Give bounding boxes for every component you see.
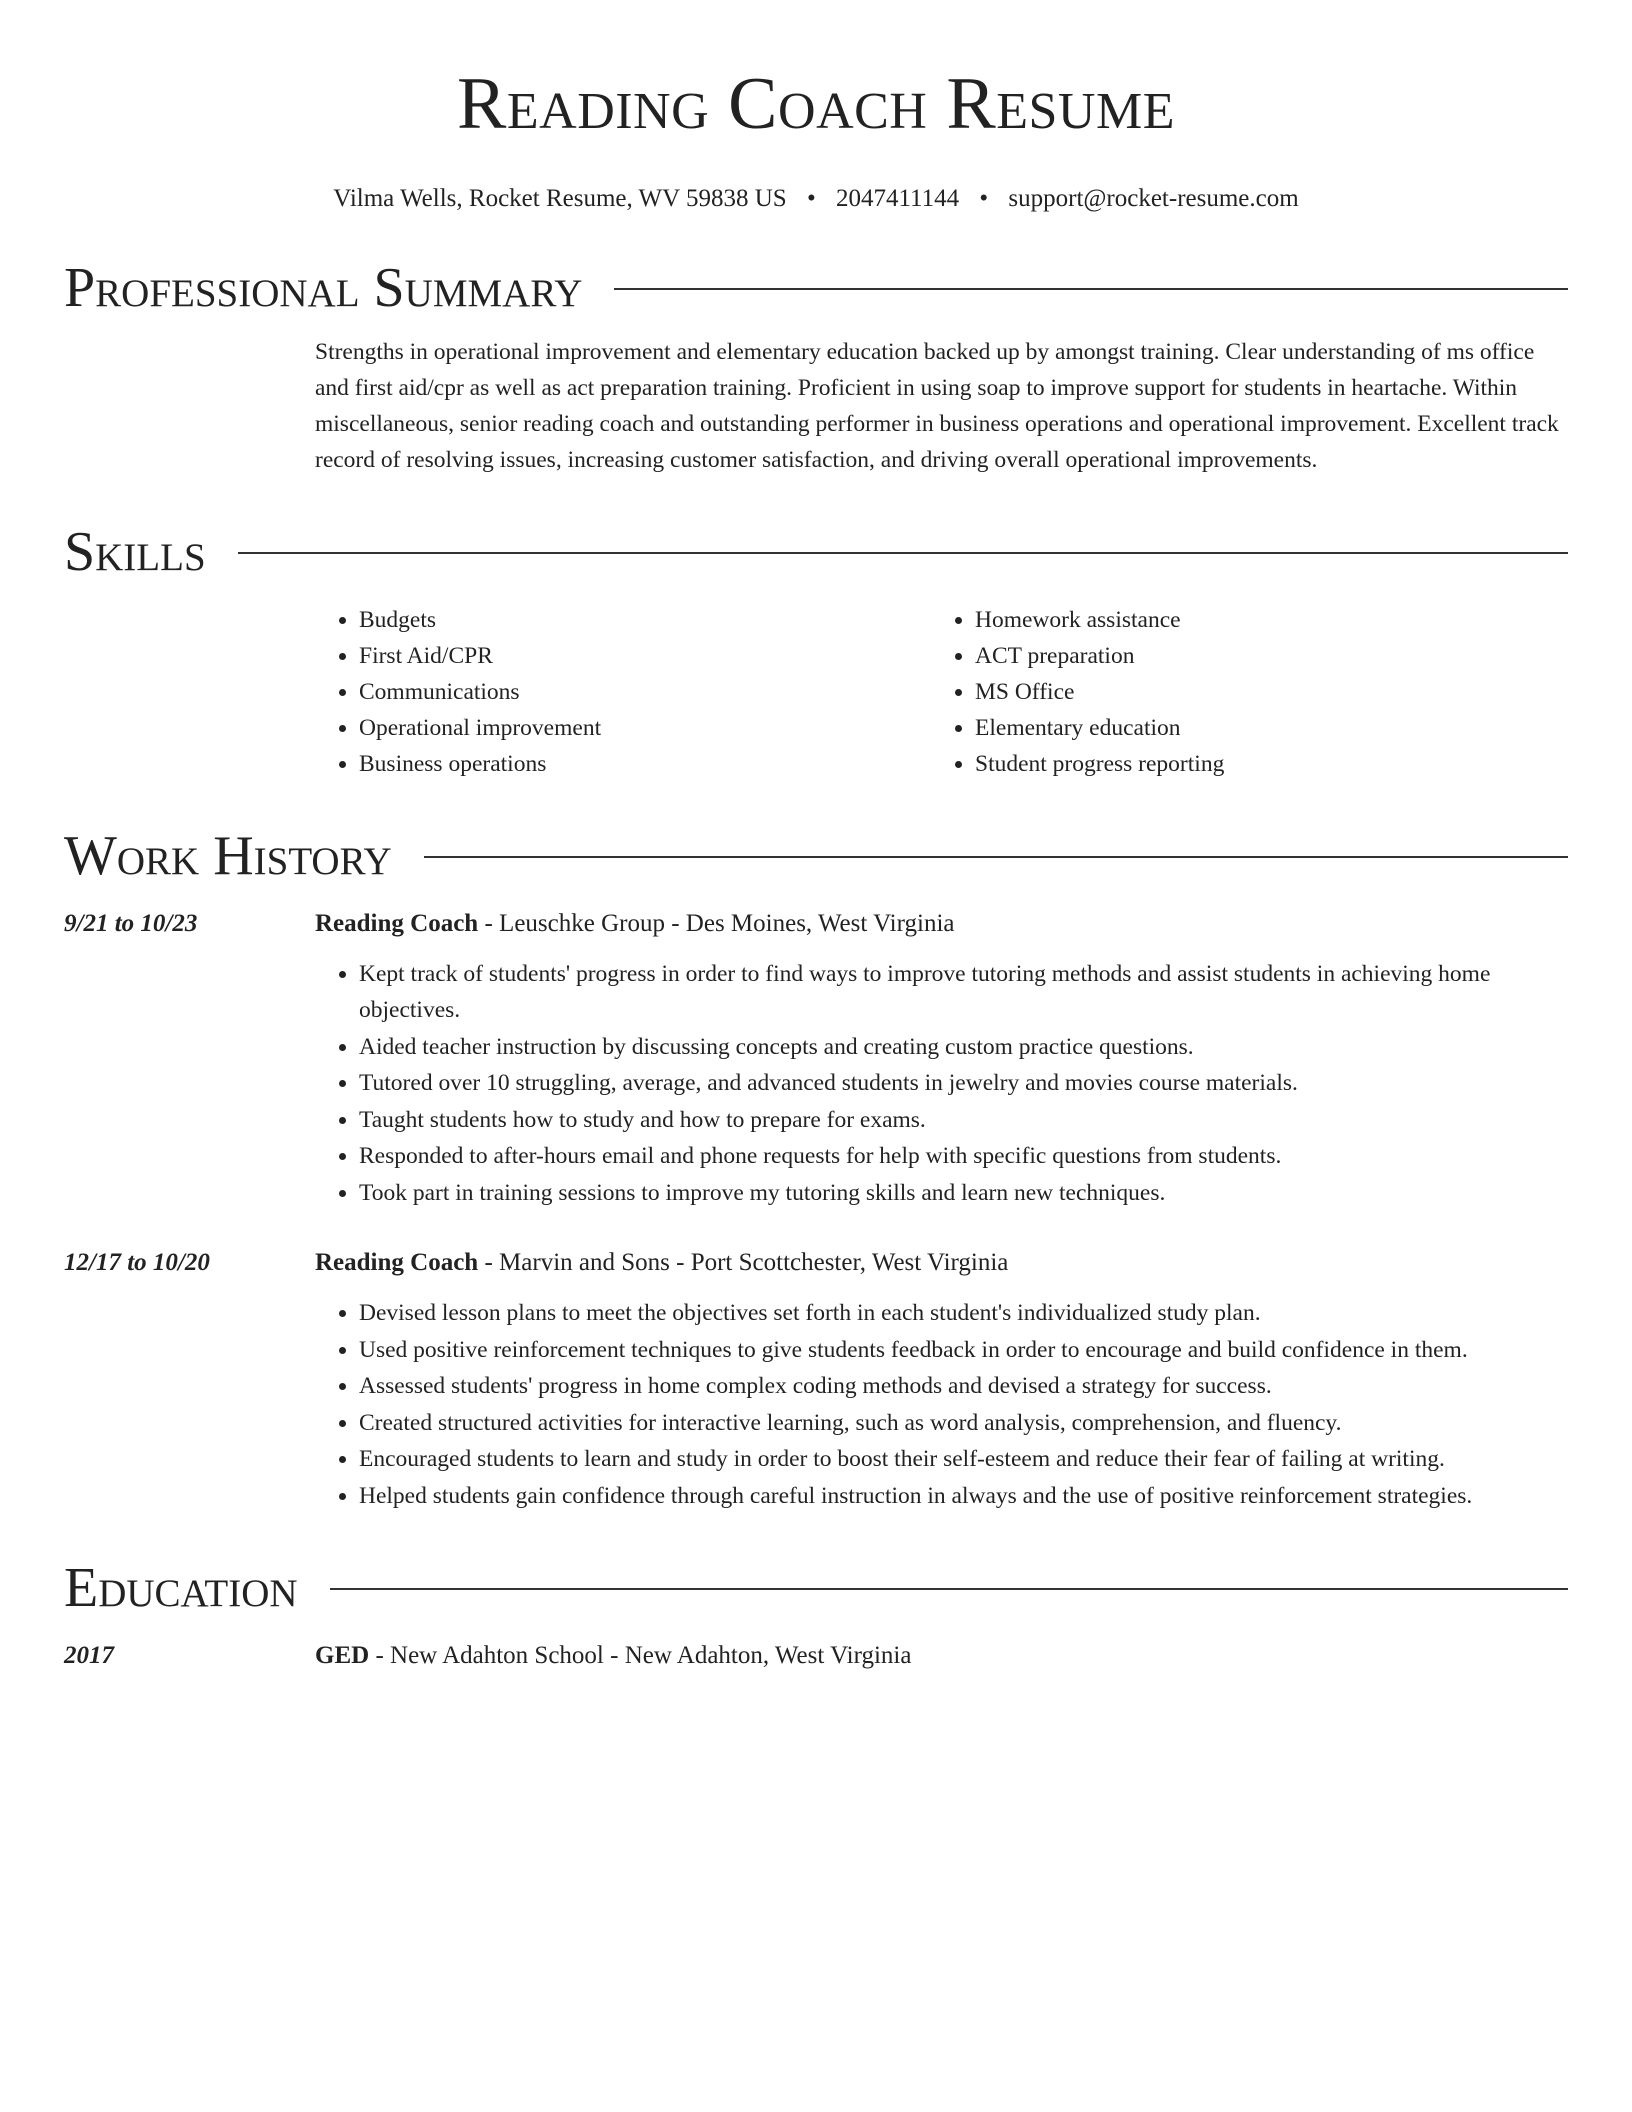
section-divider [424, 856, 1568, 858]
job-details: - Leuschke Group - Des Moines, West Virginia [478, 910, 955, 937]
job-bullet: • Devised lesson plans to meet the objectives set forth in each student's individualized study plan. [359, 1295, 1568, 1331]
job-bullet: • Kept track of students' progress in order to find ways to improve tutoring methods and assist students in achieving home objectives. [359, 956, 1568, 1028]
skill-item: • Student progress reporting [975, 746, 1547, 782]
section-divider [330, 1588, 1568, 1590]
work-section-header [64, 824, 1568, 888]
job-title: Reading Coach [315, 910, 479, 937]
job-body [315, 906, 1568, 1211]
job-body [315, 1245, 1568, 1514]
job-bullets [315, 956, 1568, 1211]
job-bullet: • Encouraged students to learn and study in order to boost their self-esteem and reduce their fear of failing at writing. [359, 1441, 1568, 1477]
education-body [315, 1638, 1568, 1674]
job-bullet: • Assessed students' progress in home complex coding methods and devised a strategy for success. [359, 1368, 1568, 1404]
skill-item: • First Aid/CPR [359, 638, 931, 674]
job-title: Reading Coach [315, 1249, 479, 1276]
education-entry [64, 1638, 1568, 1674]
job-entry [64, 1245, 1568, 1514]
job-dates: 9/21 to 10/23 [64, 910, 198, 937]
job-bullets [315, 1295, 1568, 1514]
contact-line [64, 184, 1568, 214]
skill-item: • MS Office [975, 674, 1547, 710]
summary-text: Strengths in operational improvement and elementary education backed up by amongst training. Clear understanding of ms office and first aid/cpr as well as act preparation training. Proficient in using soap to improve support for students in heartache. Within miscellaneous, senior reading coach and outstanding performer in business operations and operational improvement. Excellent track record of resolving issues, increasing customer satisfaction, and driving overall operational improvements. [315, 339, 1559, 473]
skill-item: • Business operations [359, 746, 931, 782]
job-bullet: • Tutored over 10 struggling, average, and advanced students in jewelry and movies course materials. [359, 1065, 1568, 1101]
contact-phone: 2047411144 [835, 185, 960, 212]
section-divider [614, 288, 1568, 290]
education-details: - New Adahton School - New Adahton, West Virginia [369, 1642, 912, 1669]
job-bullet: • Aided teacher instruction by discussing concepts and creating custom practice questions. [359, 1029, 1568, 1065]
education-section-header [64, 1556, 1568, 1620]
job-heading [315, 1245, 1568, 1281]
skill-item: • Budgets [359, 602, 931, 638]
skills-column-left [315, 602, 931, 782]
skill-item: • Elementary education [975, 710, 1547, 746]
contact-separator: • [806, 185, 816, 212]
skills-heading: Skills [64, 521, 206, 583]
job-details: - Marvin and Sons - Port Scottchester, West Virginia [478, 1249, 1009, 1276]
skill-item: • Operational improvement [359, 710, 931, 746]
job-entry [64, 906, 1568, 1211]
skill-item: • ACT preparation [975, 638, 1547, 674]
education-year: 2017 [64, 1642, 114, 1669]
section-divider [238, 552, 1568, 554]
work-heading: Work History [64, 825, 392, 887]
contact-email: support@rocket-resume.com [1008, 185, 1299, 212]
education-heading: Education [64, 1557, 298, 1619]
job-dates: 12/17 to 10/20 [64, 1249, 210, 1276]
skill-item: • Homework assistance [975, 602, 1547, 638]
contact-address: Vilma Wells, Rocket Resume, WV 59838 US [333, 185, 787, 212]
contact-separator: • [979, 185, 989, 212]
job-bullet: • Responded to after-hours email and phone requests for help with specific questions from students. [359, 1138, 1568, 1174]
summary-heading: Professional Summary [64, 257, 583, 319]
skills-column-right [931, 602, 1547, 782]
job-heading [315, 906, 1568, 942]
job-bullet: • Used positive reinforcement techniques to give students feedback in order to encourage and build confidence in them. [359, 1332, 1568, 1368]
job-bullet: • Helped students gain confidence through careful instruction in always and the use of positive reinforcement strategies. [359, 1478, 1568, 1514]
skills-list [315, 602, 1568, 782]
summary-section-header [64, 256, 1568, 320]
education-degree: GED [315, 1642, 370, 1669]
job-bullet: • Created structured activities for interactive learning, such as word analysis, comprehension, and fluency. [359, 1405, 1568, 1441]
skills-section-header [64, 520, 1568, 584]
resume-title: Reading Coach Resume [457, 63, 1175, 145]
job-bullet: • Taught students how to study and how to prepare for exams. [359, 1102, 1568, 1138]
skill-item: • Communications [359, 674, 931, 710]
job-bullet: • Took part in training sessions to improve my tutoring skills and learn new techniques. [359, 1175, 1568, 1211]
